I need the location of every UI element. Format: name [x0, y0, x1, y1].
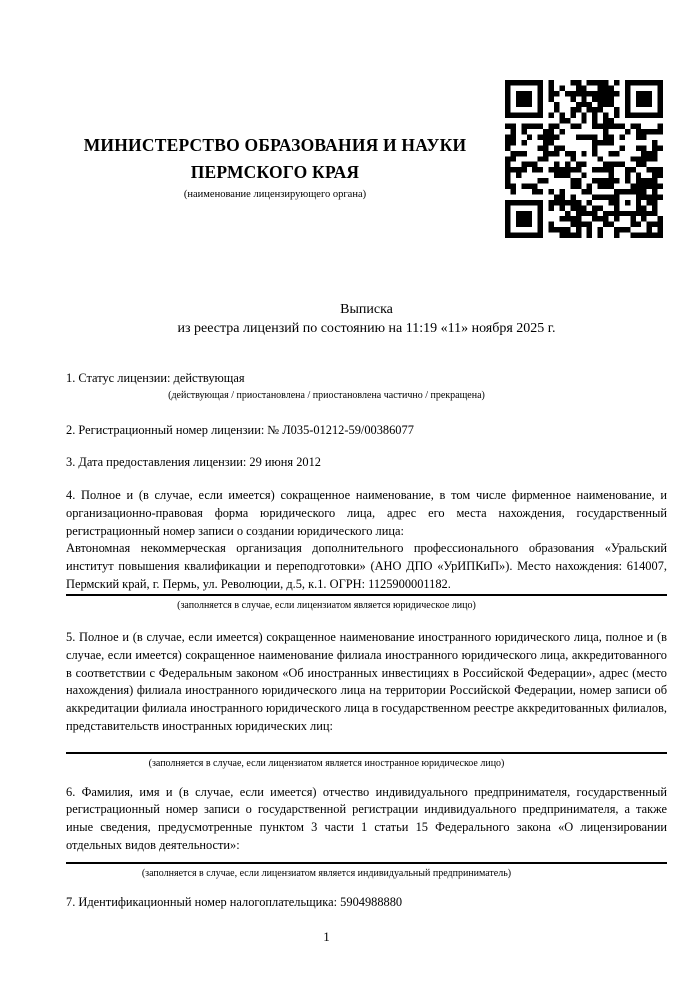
document-title-line2: из реестра лицензий по состоянию на 11:19 «11» ноября 2025 г.: [177, 320, 556, 336]
item-3-license-grant-date: 3. Дата предоставления лицензии: 29 июня 2012: [66, 455, 322, 470]
item-1-license-status: 1. Статус лицензии: действующая: [66, 371, 245, 385]
document-title: [66, 301, 667, 338]
ministry-name-line1: МИНИСТЕРСТВО ОБРАЗОВАНИЯ И НАУКИ: [83, 135, 467, 155]
item-4-legal-entity-value: Автономная некоммерческая организация дополнительного профессионального образования «Уральский институт повышения квалификации и переподготовки» (АНО ДПО «УрИПКиП»). Место нахождения: 614007, Пермский край, г. Пермь, ул. Революции, д.5, к.1. ОГРН: 1125900001182.: [66, 541, 667, 591]
qr-code: [505, 80, 663, 238]
page-number: 1: [323, 929, 330, 945]
item-2-registration-number: 2. Регистрационный номер лицензии: № Л035-01212-59/00386077: [66, 422, 414, 437]
item-5-caption: (заполняется в случае, если лицензиатом является иностранное юридическое лицо): [148, 757, 505, 769]
item-4-caption: (заполняется в случае, если лицензиатом является юридическое лицо): [177, 600, 476, 612]
ministry-name-line2: ПЕРМСКОГО КРАЯ: [190, 162, 360, 182]
item-6-entrepreneur-heading: 6. Фамилия, имя и (в случае, если имеется) отчество индивидуального предпринимателя, государственный регистрационный номер записи о государственной регистрации индивидуального предпринимателя, а также иные сведения, предусмотренные пунктом 3 части 1 статьи 15 Федерального закона «О лицензировании отдельных видов деятельности»:: [66, 784, 667, 852]
item-7-taxpayer-number: 7. Идентификационный номер налогоплательщика: 5904988880: [66, 895, 403, 910]
item-6-fill-line: [66, 862, 667, 864]
item-4-fill-line: [66, 594, 667, 596]
ministry-header: [66, 0, 484, 201]
item-5-foreign-entity-heading: 5. Полное и (в случае, если имеется) сокращенное наименование иностранного юридического лица, полное и (в случае, если имеется) сокращенное наименование филиала иностранного юридического лица, аккредитованного в соответствии с Федеральным законом «Об иностранных инвестициях в Российской Федерации», адрес (место нахождения) филиала иностранного юридического лица на территории Российской Федерации, номер записи об аккредитации филиала иностранного юридического лица в государственном реестре аккредитованных филиалов, представительств иностранных юридических лиц:: [66, 630, 667, 733]
item-4-legal-entity-heading: 4. Полное и (в случае, если имеется) сокращенное наименование, в том числе фирменное наименование, и организационно-правовая форма юридического лица, адрес его места нахождения, государственный регистрационный номер записи о создании юридического лица:: [66, 488, 667, 538]
item-6-caption: (заполняется в случае, если лицензиатом является индивидуальный предприниматель): [141, 868, 512, 880]
item-1-caption: (действующая / приостановлена / приостановлена частично / прекращена): [168, 389, 485, 401]
item-5-fill-line: [66, 752, 667, 754]
ministry-caption: (наименование лицензирующего органа): [183, 189, 367, 200]
document-title-line1: Выписка: [340, 302, 393, 317]
